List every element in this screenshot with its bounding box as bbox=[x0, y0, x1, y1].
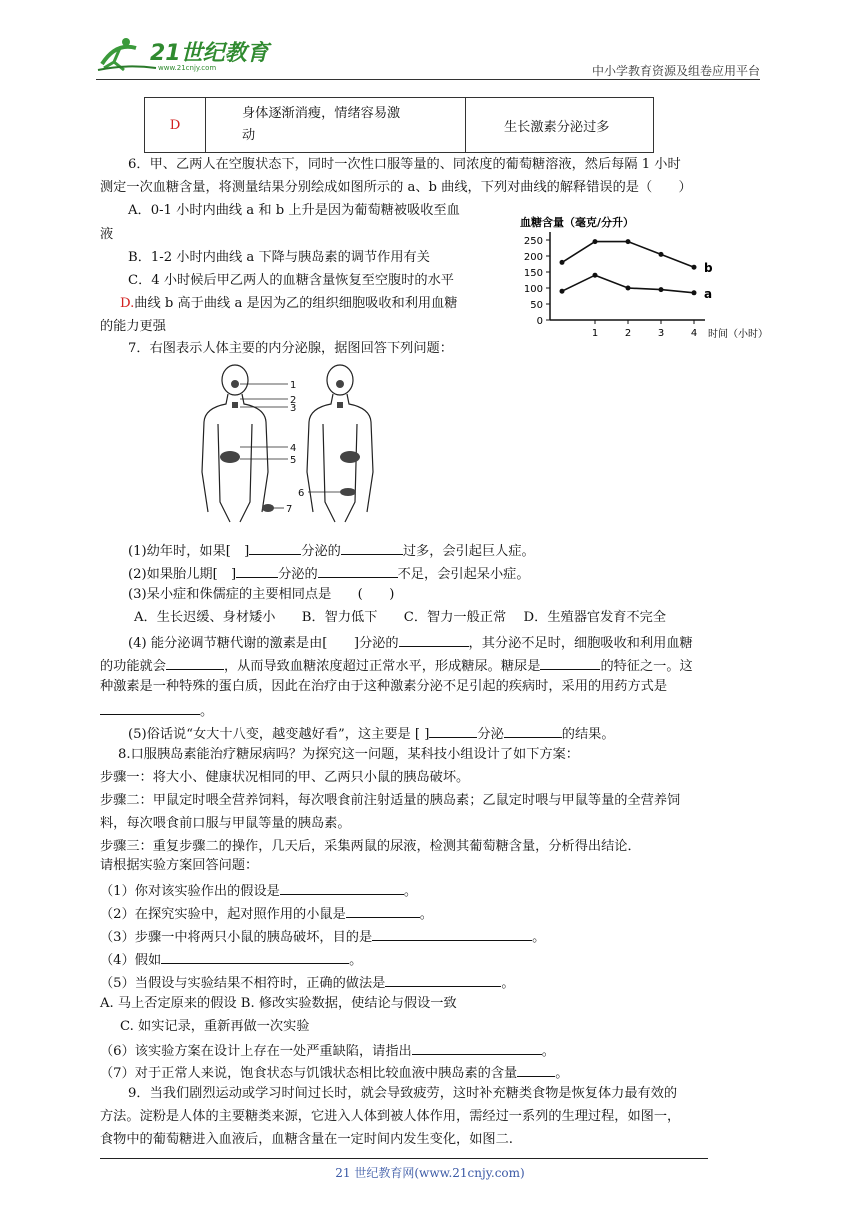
data-point-a bbox=[626, 286, 631, 291]
answer-blank[interactable] bbox=[504, 723, 562, 738]
q8-part5: （5）当假设与实验结果不相符时，正确的做法是 。 bbox=[100, 972, 515, 993]
y-tick-label: 200 bbox=[523, 252, 543, 263]
figure-label-3: 3 bbox=[290, 403, 297, 414]
data-point-b bbox=[692, 265, 697, 270]
q8-step2: 步骤二：甲鼠定时喂全营养饲料，每次喂食前注射适量的胰岛素；乙鼠定时喂与甲鼠等量的全营养饲 bbox=[100, 793, 681, 808]
q7-sub3: (3)呆小症和侏儒症的主要相同点是 ( ) bbox=[128, 587, 395, 602]
answer-blank[interactable] bbox=[280, 880, 404, 895]
answer-blank[interactable] bbox=[412, 1040, 542, 1055]
header-divider bbox=[96, 79, 760, 80]
footer-divider bbox=[100, 1158, 708, 1159]
answer-blank[interactable] bbox=[517, 1062, 555, 1077]
figure-label-5: 5 bbox=[290, 455, 297, 466]
answer-blank[interactable] bbox=[429, 723, 477, 738]
q8-part5-options-ab: A. 马上否定原来的假设 B. 修改实验数据，使结论与假设一致 bbox=[100, 996, 457, 1011]
q8-step1: 步骤一：将大小、健康状况相同的甲、乙两只小鼠的胰岛破坏。 bbox=[100, 770, 470, 785]
data-point-b bbox=[659, 252, 664, 257]
q7-sub4-line4: 。 bbox=[100, 700, 213, 721]
x-axis-label: 时间（小时） bbox=[708, 329, 768, 340]
answer-blank[interactable] bbox=[318, 563, 398, 578]
answer-blank[interactable] bbox=[161, 949, 349, 964]
data-point-b bbox=[593, 239, 598, 244]
blood-sugar-chart bbox=[510, 210, 770, 340]
answer-blank[interactable] bbox=[385, 972, 501, 987]
q7-sub3-options: A．生长迟缓、身材矮小 B．智力低下 C．智力一般正常 D．生殖器官发育不完全 bbox=[134, 610, 667, 625]
q6-option-c: C．4 小时候后甲乙两人的血糖含量恢复至空腹时的水平 bbox=[128, 273, 454, 288]
answer-blank[interactable] bbox=[100, 700, 200, 715]
logo-url: www.21cnjy.com bbox=[158, 64, 217, 72]
q6-option-a-cont: 液 bbox=[100, 227, 114, 242]
x-tick-label: 2 bbox=[624, 328, 632, 339]
data-point-b bbox=[560, 260, 565, 265]
figure-label-4: 4 bbox=[290, 443, 297, 454]
data-point-a bbox=[593, 273, 598, 278]
q6-option-d-cont: 的能力更强 bbox=[100, 319, 166, 334]
data-point-b bbox=[626, 239, 631, 244]
data-point-a bbox=[692, 290, 697, 295]
figure-label-1: 1 bbox=[290, 380, 297, 391]
q7-sub4-line3: 种激素是一种特殊的蛋白质，因此在治疗由于这种激素分泌不足引起的疾病时，采用的用药方式是 bbox=[100, 679, 668, 694]
q6-option-a: A．0-1 小时内曲线 a 和 b 上升是因为葡萄糖被吸收至血 bbox=[128, 203, 460, 218]
q7-intro: 7．右图表示人体主要的内分泌腺，据图回答下列问题： bbox=[128, 341, 453, 356]
q8-part4: （4）假如 。 bbox=[100, 949, 362, 970]
q6-option-b: B．1-2 小时内曲线 a 下降与胰岛素的调节作用有关 bbox=[128, 250, 430, 265]
y-tick-label: 100 bbox=[523, 284, 543, 295]
q8-step2-cont: 料，每次喂食前口服与甲鼠等量的胰岛素。 bbox=[100, 816, 351, 831]
x-tick-label: 3 bbox=[657, 328, 665, 339]
header-platform-text: 中小学教育资源及组卷应用平台 bbox=[591, 64, 760, 78]
table-cell-letter: D bbox=[145, 98, 206, 153]
answer-blank[interactable] bbox=[249, 540, 301, 555]
endocrine-figure bbox=[200, 362, 400, 527]
q8-step3: 步骤三：重复步骤二的操作，几天后，采集两鼠的尿液，检测其葡萄糖含量，分析得出结论． bbox=[100, 839, 641, 854]
q6-option-d: D.曲线 b 高于曲线 a 是因为乙的组织细胞吸收和利用血糖 bbox=[120, 296, 458, 311]
answer-blank[interactable] bbox=[341, 540, 403, 555]
q8-part7: （7）对于正常人来说，饱食状态与饥饿状态相比较血液中胰岛素的含量 。 bbox=[100, 1062, 568, 1083]
footer-link[interactable]: 21 世纪教育网(www.21cnjy.com) bbox=[335, 1166, 525, 1180]
q8-instruction: 请根据实验方案回答问题： bbox=[100, 858, 259, 873]
q7-sub5: (5)俗话说“女大十八变，越变越好看”，这主要是 [ ] 分泌 的结果。 bbox=[128, 723, 615, 744]
data-point-a bbox=[560, 289, 565, 294]
x-tick-label: 1 bbox=[591, 328, 599, 339]
q7-sub4: (4) 能分泌调节糖代谢的激素是由[ ]分泌的 ，其分泌不足时，细胞吸收和利用血糖 bbox=[128, 632, 693, 653]
y-tick-label: 250 bbox=[523, 236, 543, 247]
series-label-b: b bbox=[704, 261, 713, 276]
answer-blank[interactable] bbox=[372, 926, 532, 941]
data-point-a bbox=[659, 287, 664, 292]
q7-sub1: (1)幼年时，如果[ ] 分泌的 过多，会引起巨人症。 bbox=[128, 540, 535, 561]
series-line-b bbox=[562, 242, 694, 268]
y-tick-label: 0 bbox=[536, 316, 543, 327]
figure-label-2: 2 bbox=[290, 395, 297, 406]
q9-line3: 食物中的葡萄糖进入血液后，血糖含量在一定时间内发生变化，如图二. bbox=[100, 1132, 514, 1147]
q8-part1: （1）你对该实验作出的假设是 。 bbox=[100, 880, 417, 901]
answer-blank[interactable] bbox=[399, 632, 469, 647]
chart-title: 血糖含量（毫克/分升） bbox=[520, 216, 635, 229]
table-cell-cause: 生长激素分泌过多 bbox=[466, 98, 654, 153]
q6-line2: 测定一次血糖含量，将测量结果分别绘成如图所示的 a、b 曲线，下列对曲线的解释错误的是（ ） bbox=[100, 180, 692, 195]
series-label-a: a bbox=[704, 286, 713, 301]
x-tick-label: 4 bbox=[690, 328, 698, 339]
table-cell-symptom: 身体逐渐消瘦，情绪容易激 动 bbox=[206, 98, 466, 153]
figure-label-7: 7 bbox=[286, 504, 293, 515]
answer-blank[interactable] bbox=[236, 563, 278, 578]
y-tick-label: 150 bbox=[523, 268, 543, 279]
q8-part5-option-c: C. 如实记录，重新再做一次实验 bbox=[120, 1019, 310, 1034]
figure-label-6: 6 bbox=[298, 488, 305, 499]
table-row bbox=[145, 98, 654, 153]
y-tick-label: 50 bbox=[530, 300, 543, 311]
q7-sub2: (2)如果胎儿期[ ] 分泌的 不足，会引起呆小症。 bbox=[128, 563, 530, 584]
q7-sub4-line2: 的功能就会 ，从而导致血糖浓度超过正常水平，形成糖尿。糖尿是 的特征之一。这 bbox=[100, 655, 693, 676]
answer-blank[interactable] bbox=[540, 655, 600, 670]
answer-blank[interactable] bbox=[166, 655, 224, 670]
q8-part6: （6）该实验方案在设计上存在一处严重缺陷，请指出 。 bbox=[100, 1040, 555, 1061]
q9-line2: 方法。淀粉是人体的主要糖类来源，它进入人体到被人体作用，需经过一系列的生理过程，如图一， bbox=[100, 1109, 681, 1124]
answer-table bbox=[144, 97, 654, 153]
q8-intro: 8.口服胰岛素能治疗糖尿病吗？为探究这一问题，某科技小组设计了如下方案： bbox=[118, 747, 579, 762]
q8-part3: （3）步骤一中将两只小鼠的胰岛破坏，目的是 。 bbox=[100, 926, 545, 947]
q8-part2: （2）在探究实验中，起对照作用的小鼠是 。 bbox=[100, 903, 433, 924]
q6-line1: 6．甲、乙两人在空腹状态下，同时一次性口服等量的、同浓度的葡萄糖溶液，然后每隔 1 小时 bbox=[128, 157, 681, 172]
logo-title: 21世纪教育 bbox=[150, 41, 269, 66]
answer-blank[interactable] bbox=[346, 903, 420, 918]
q9-line1: 9．当我们剧烈运动或学习时间过长时，就会导致疲劳，这时补充糖类食物是恢复体力最有效的 bbox=[128, 1086, 678, 1101]
